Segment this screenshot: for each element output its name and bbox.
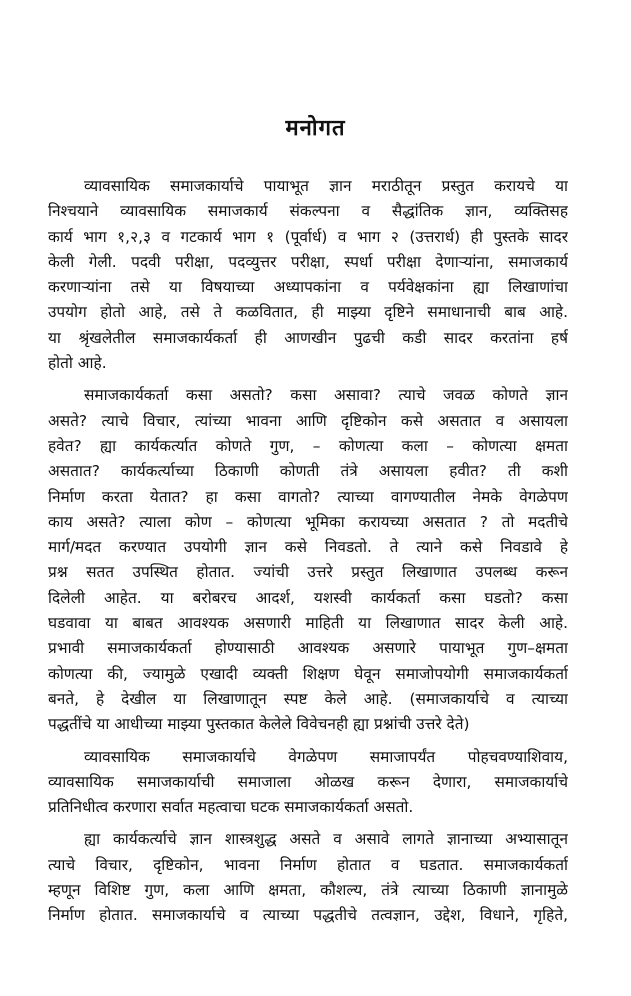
text-line: निर्माण करता येतात? हा कसा वागतो? त्याच्या वागण्यातील नेमके वेगळेपण [48,487,568,506]
text-line: म्हणून विशिष्ट गुण, कला आणि क्षमता, कौशल्य, तंत्रे त्याच्या ठिकाणी ज्ञानामुळे [48,881,568,900]
text-line: करणाऱ्यांना तसे या विषयाच्या अध्यापकांना व पर्यवेक्षकांना ह्या लिखाणांचा [48,278,568,297]
text-line: कोणत्या की, ज्यामुळे एखादी व्यक्ती शिक्षण घेवून समाजोपयोगी समाजकार्यकर्ता [48,664,568,683]
text-line: प्रतिनिधीत्व करणारा सर्वात महत्वाचा घटक समाजकार्यकर्ता असतो. [48,798,414,817]
text-line: मार्ग/मदत करण्यात उपयोगी ज्ञान कसे निवडतो. ते त्याने कसे निवडावे हे [48,538,568,557]
text-line: बनते, हे देखील या लिखाणातून स्पष्ट केले आहे. (समाजकार्याचे व त्याच्या [48,689,568,708]
text-line: उपयोग होतो आहे, तसे ते कळवितात, ही माझ्या दृष्टिने समाधानाची बाब आहे. [48,303,568,322]
text-line: निर्माण होतात. समाजकार्याचे व त्याच्या पद्धतीचे तत्वज्ञान, उद्देश, विधाने, गृहिते, [48,906,568,925]
paragraph-3 [48,745,568,821]
text-line: असतात? कार्यकर्त्याच्या ठिकाणी कोणती तंत्रे असायला हवीत? ती कशी [48,462,568,481]
text-line: दिलेली आहेत. या बरोबरच आदर्श, यशस्वी कार्यकर्ता कसा घडतो? कसा [48,588,568,607]
text-line: ह्या कार्यकर्त्याचे ज्ञान शास्त्रशुद्ध असते व असावे लागते ज्ञानाच्या अभ्यासातून [84,830,568,849]
text-line: प्रश्न सतत उपस्थित होतात. ज्यांची उत्तरे प्रस्तुत लिखाणात उपलब्ध करून [48,563,568,582]
text-line: होतो आहे. [48,354,107,373]
paragraph-2 [48,383,568,737]
text-line: हवेत? ह्या कार्यकर्त्यात कोणते गुण, – कोणत्या कला – कोणत्या क्षमता [48,436,568,455]
text-line: असते? त्याचे विचार, त्यांच्या भावना आणि दृष्टिकोन कसे असतात व असायला [48,411,568,430]
page-title: मनोगत [285,116,346,141]
text-line: त्याचे विचार, दृष्टिकोन, भावना निर्माण होतात व घडतात. समाजकार्यकर्ता [48,855,568,874]
text-line: निश्चयाने व्यावसायिक समाजकार्य संकल्पना व सैद्धांतिक ज्ञान, व्यक्तिसह [48,202,568,221]
text-line: व्यावसायिक समाजकार्याचे वेगळेपण समाजापर्यंत पोहचवण्याशिवाय, [84,747,568,766]
paragraph-4 [48,827,568,928]
text-line: केली गेली. पदवी परीक्षा, पदव्युत्तर परीक्षा, स्पर्धा परीक्षा देणाऱ्यांना, समाजकार्य [48,252,568,271]
text-line: या श्रृंखलेतील समाजकार्यकर्ता ही आणखीन पुढची कडी सादर करतांना हर्ष [48,328,568,347]
text-line: समाजकार्यकर्ता कसा असतो? कसा असावा? त्याचे जवळ कोणते ज्ञान [84,386,568,405]
text-line: प्रभावी समाजकार्यकर्ता होण्यासाठी आवश्यक असणारे पायाभूत गुण–क्षमता [48,639,568,658]
paragraph-1 [48,174,568,376]
text-line: व्यावसायिक समाजकार्याची समाजाला ओळख करून देणारा, समाजकार्याचे [48,772,568,791]
text-line: काय असते? त्याला कोण – कोणत्या भूमिका करायच्या असतात ? तो मदतीचे [48,512,568,531]
text-line: व्यावसायिक समाजकार्याचे पायाभूत ज्ञान मराठीतून प्रस्तुत करायचे या [84,177,568,195]
text-line: घडवावा या बाबत आवश्यक असणारी माहिती या लिखाणात सादर केली आहे. [48,614,568,633]
text-line: कार्य भाग १,२,३ व गटकार्य भाग १ (पूर्वार्ध) व भाग २ (उत्तरार्ध) ही पुस्तके सादर [48,227,568,246]
text-line: पद्धतींचे या आधीच्या माझ्या पुस्तकात केलेले विवेचनही ह्या प्रश्नांची उत्तरे देते) [48,715,470,734]
body-text [48,174,568,929]
